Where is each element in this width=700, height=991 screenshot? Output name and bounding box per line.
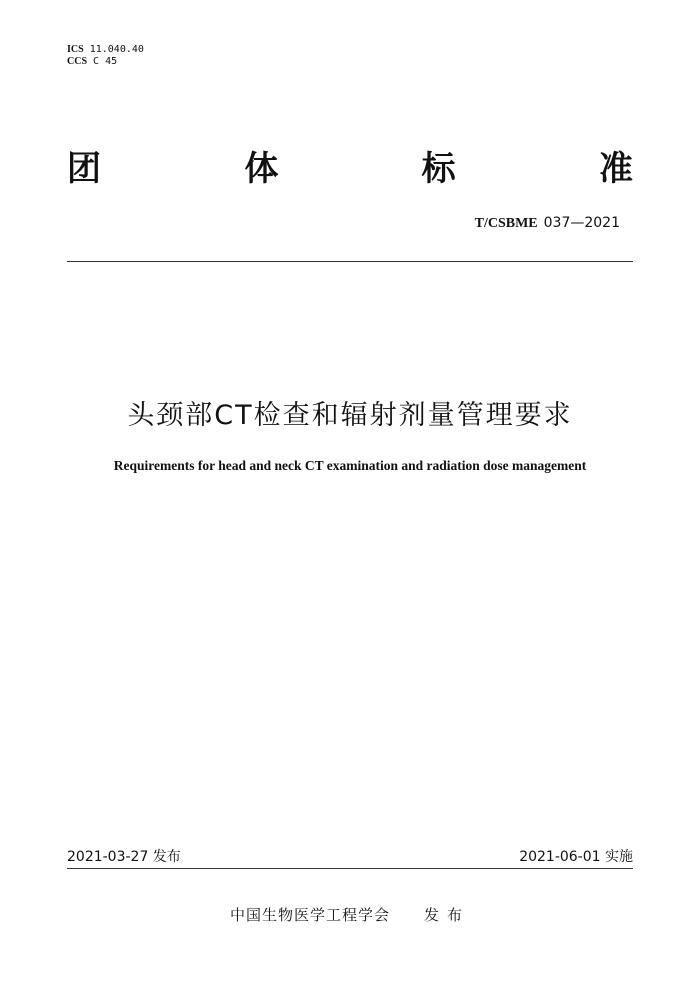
ccs-value: C 45 [93, 56, 118, 67]
publisher-organization: 中国生物医学工程学会 [229, 906, 390, 924]
publisher-action: 发布 [424, 906, 471, 924]
standard-type-char: 团 [67, 148, 101, 189]
publication-date: 2021-03-27 发布 [67, 849, 181, 865]
ccs-label: CCS [67, 56, 88, 67]
document-title-english: Requirements for head and neck CT examination and radiation dose management [113, 458, 587, 473]
bottom-divider [67, 868, 633, 869]
ics-label: ICS [67, 44, 84, 55]
standard-number-value: 037—2021 [543, 215, 620, 231]
publisher [0, 904, 700, 925]
ccs-code [67, 56, 144, 68]
classification-codes [67, 44, 144, 68]
standard-type-char: 准 [598, 148, 633, 189]
standard-type [67, 140, 633, 190]
standard-type-char: 标 [421, 148, 456, 189]
implementation-date: 2021-06-01 实施 [519, 849, 633, 865]
standard-number-prefix: T/CSBME [474, 216, 538, 231]
top-divider [67, 261, 633, 262]
document-title-chinese: 头颈部CT检查和辐射剂量管理要求 [127, 400, 573, 431]
ics-code [67, 44, 144, 56]
standard-number [475, 215, 620, 232]
standard-type-char: 体 [244, 148, 279, 189]
ics-value: 11.040.40 [89, 44, 144, 55]
